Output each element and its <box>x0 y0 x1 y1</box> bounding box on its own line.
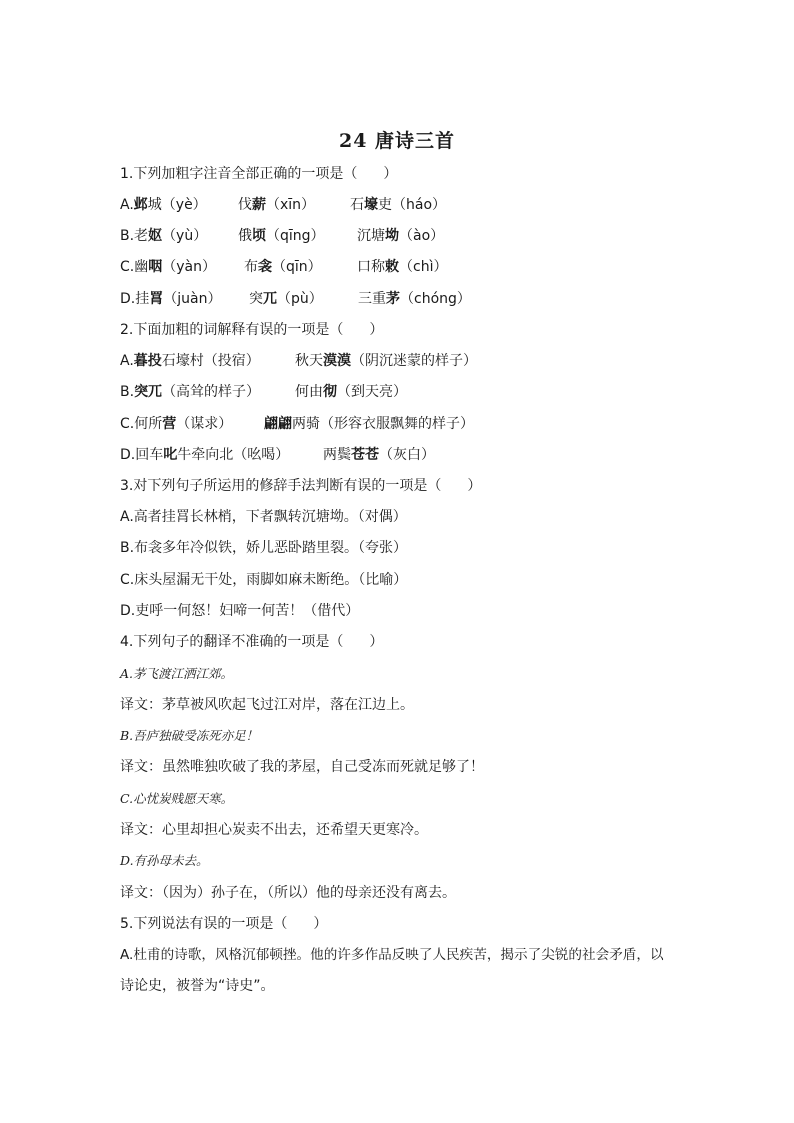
q3-option-d: D.吏呼一何怒！妇啼一何苦！（借代） <box>120 603 360 619</box>
q1-option-d: D.挂罥（juàn） 突兀（pù） 三重茅（chóng） <box>120 291 471 307</box>
q1-option-a: A.邺城（yè） 伐薪（xīn） 石壕吏（háo） <box>120 197 447 213</box>
page-title: 24 唐诗三首 <box>338 130 456 152</box>
q2-option-d: D.回车叱牛牵向北（吆喝） 两鬓苍苍（灰白） <box>120 447 435 463</box>
q2-option-a: A.暮投石壕村（投宿） 秋天漠漠（阴沉迷蒙的样子） <box>120 353 477 369</box>
q2-stem: 2.下面加粗的词解释有误的一项是（ ） <box>120 322 384 338</box>
q5-option-a-continued: 诗论史，被誉为“诗史”。 <box>120 978 275 994</box>
q4-option-c: C.心忧炭贱愿天寒。 <box>120 791 234 806</box>
q4-stem: 4.下列句子的翻译不准确的一项是（ ） <box>120 634 384 650</box>
q3-option-a: A.高者挂罥长林梢，下者飘转沉塘坳。（对偶） <box>120 509 407 525</box>
q4-option-b: B.吾庐独破受冻死亦足！ <box>120 728 259 743</box>
q5-stem: 5.下列说法有误的一项是（ ） <box>120 916 328 932</box>
q1-option-b: B.老妪（yù） 俄顷（qīng） 沉塘坳（ào） <box>120 228 445 244</box>
q4-option-d-translation: 译文：（因为）孙子在，（所以）他的母亲还没有离去。 <box>120 885 456 901</box>
q4-option-a-translation: 译文：茅草被风吹起飞过江对岸，落在江边上。 <box>120 697 414 713</box>
q1-option-c: C.幽咽（yàn） 布衾（qīn） 口称敕（chì） <box>120 259 448 275</box>
q3-option-b: B.布衾多年冷似铁，娇儿恶卧踏里裂。（夸张） <box>120 540 408 556</box>
q5-option-a: A.杜甫的诗歌，风格沉郁顿挫。他的许多作品反映了人民疾苦，揭示了尖锐的社会矛盾，以 <box>120 947 664 963</box>
q2-option-b: B.突兀（高耸的样子） 何由彻（到天亮） <box>120 384 407 400</box>
q1-stem: 1.下列加粗字注音全部正确的一项是（ ） <box>120 166 398 182</box>
q2-option-c: C.何所营（谋求） 翩翩两骑（形容衣服飘舞的样子） <box>120 416 474 432</box>
q3-stem: 3.对下列句子所运用的修辞手法判断有误的一项是（ ） <box>120 478 482 494</box>
q4-option-b-translation: 译文：虽然唯独吹破了我的茅屋，自己受冻而死就足够了！ <box>120 759 484 775</box>
q4-option-d: D.有孙母未去。 <box>120 853 209 868</box>
q4-option-c-translation: 译文：心里却担心炭卖不出去，还希望天更寒冷。 <box>120 822 428 838</box>
q3-option-c: C.床头屋漏无干处，雨脚如麻未断绝。（比喻） <box>120 572 408 588</box>
q4-option-a: A.茅飞渡江洒江郊。 <box>120 666 234 681</box>
